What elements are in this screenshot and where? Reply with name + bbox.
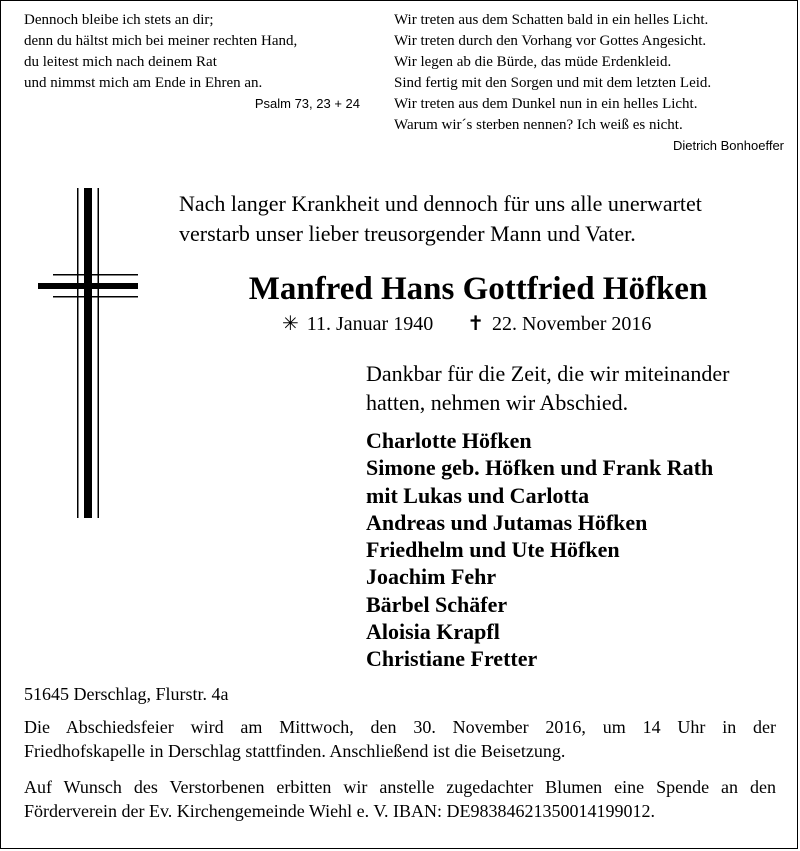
mourner-name: Andreas und Jutamas Höfken — [366, 509, 648, 535]
donation-info — [24, 775, 776, 823]
mourner-name: Friedhelm und Ute Höfken — [366, 537, 620, 563]
mourner-name: Aloisia Krapfl — [366, 619, 500, 645]
verse-line: denn du hältst mich bei meiner rechten Hand, — [24, 33, 298, 49]
mourner-name: Christiane Fretter — [366, 646, 538, 672]
mourner-name: Simone geb. Höfken und Frank Rath — [366, 455, 714, 481]
mourners-list — [366, 427, 713, 673]
donation-line: Förderverein der Ev. Kirchengemeinde Wiehl e. V. IBAN: DE98384621350014199012. — [24, 801, 655, 821]
verse-line: Wir treten aus dem Schatten bald in ein helles Licht. — [394, 12, 709, 28]
verse-line: Wir treten durch den Vorhang vor Gottes Angesicht. — [394, 33, 707, 49]
mourner-name: Charlotte Höfken — [366, 428, 532, 453]
mourner-name: Bärbel Schäfer — [366, 591, 508, 617]
intro-line: Nach langer Krankheit und dennoch für uns alle unerwartet — [179, 191, 702, 216]
psalm-source: Psalm 73, 23 + 24 — [254, 96, 360, 111]
life-dates — [282, 311, 651, 337]
death-cross-icon: ✝ — [467, 313, 484, 335]
farewell-text — [366, 359, 786, 417]
birth-date: 11. Januar 1940 — [306, 313, 434, 335]
cross-icon — [38, 188, 138, 518]
ceremony-line: Die Abschiedsfeier wird am Mittwoch, den 30. November 2016, um 14 Uhr in der — [24, 717, 776, 737]
ceremony-line: Friedhofskapelle in Derschlag stattfinden. Anschließend ist die Beisetzung. — [24, 741, 566, 761]
verse-line: Wir legen ab die Bürde, das müde Erdenkleid. — [394, 54, 672, 70]
death-announcement — [179, 189, 779, 249]
verse-line: und nimmst mich am Ende in Ehren an. — [24, 75, 263, 91]
intro-line: verstarb unser lieber treusorgender Mann und Vater. — [179, 221, 636, 246]
bonhoeffer-verse — [394, 10, 784, 156]
mourner-name: Joachim Fehr — [366, 564, 497, 590]
verse-line: du leitest mich nach deinem Rat — [24, 54, 217, 70]
verse-author: Dietrich Bonhoeffer — [672, 138, 784, 153]
donation-line: Auf Wunsch des Verstorbenen erbitten wir anstelle zugedachter Blumen eine Spende an den — [24, 777, 776, 797]
verse-line: Wir treten aus dem Dunkel nun in ein helles Licht. — [394, 96, 698, 112]
psalm-verse — [24, 10, 360, 114]
thanks-line: Dankbar für die Zeit, die wir miteinander — [366, 361, 730, 386]
family-address: 51645 Derschlag, Flurstr. 4a — [24, 684, 229, 704]
deceased-name: Manfred Hans Gottfried Höfken — [248, 271, 708, 307]
thanks-line: hatten, nehmen wir Abschied. — [366, 390, 629, 415]
birth-star-icon: ✳ — [282, 313, 299, 335]
death-date: 22. November 2016 — [492, 313, 652, 335]
ceremony-info — [24, 715, 776, 763]
verse-line: Warum wir´s sterben nennen? Ich weiß es nicht. — [394, 117, 683, 133]
mourner-name: mit Lukas und Carlotta — [366, 482, 590, 508]
verse-line: Dennoch bleibe ich stets an dir; — [24, 12, 214, 28]
verse-line: Sind fertig mit den Sorgen und mit dem letzten Leid. — [394, 75, 712, 91]
